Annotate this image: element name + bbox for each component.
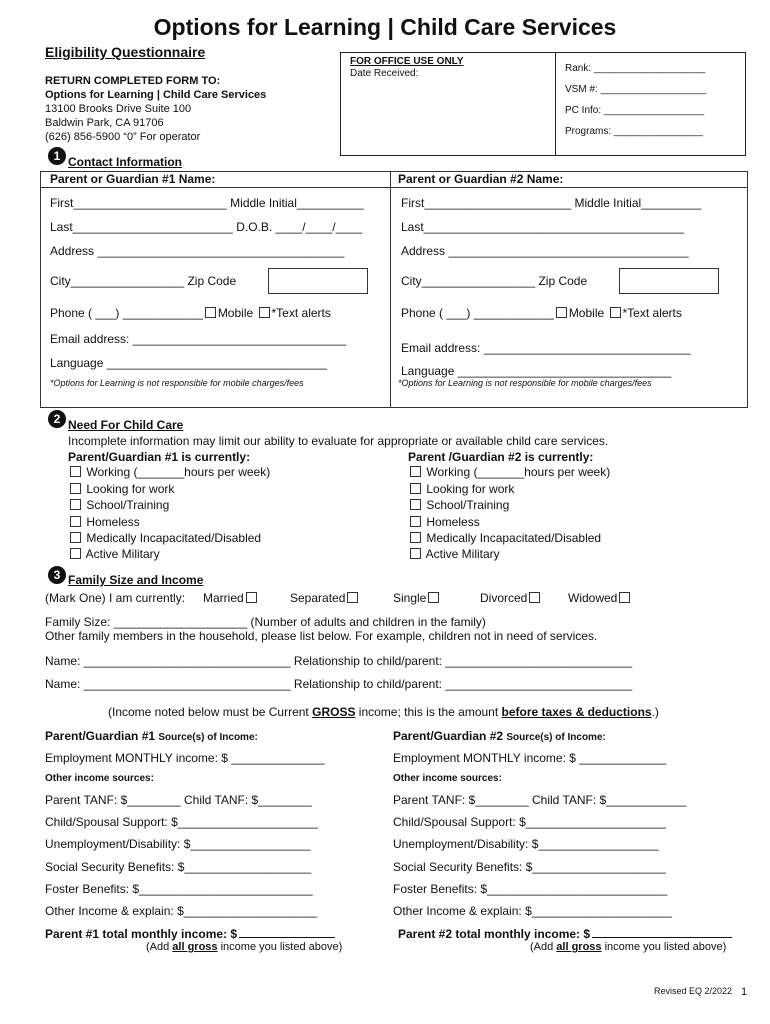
option-label: Homeless <box>426 515 480 529</box>
section-3-title: Family Size and Income <box>68 573 204 587</box>
header-text: Source(s) of Income: <box>506 732 606 743</box>
note-text: (Add <box>146 941 173 953</box>
p1-unemployment-field[interactable]: Unemployment/Disability: $__________________ <box>45 837 311 851</box>
checkbox[interactable] <box>410 532 421 543</box>
p2-status-option[interactable] <box>408 498 509 512</box>
p1-status-header: Parent/Guardian #1 is currently: <box>68 450 251 464</box>
section-2-number: 2 <box>48 410 66 428</box>
p2-other-sources-label: Other income sources: <box>393 773 502 784</box>
option-label: School/Training <box>86 498 170 512</box>
p2-unemployment-field[interactable]: Unemployment/Disability: $__________________ <box>393 837 659 851</box>
p1-tanf-field[interactable]: Parent TANF: $________ Child TANF: $________ <box>45 793 312 807</box>
p2-foster-field[interactable]: Foster Benefits: $___________________________ <box>393 882 668 896</box>
income-note <box>108 705 659 719</box>
option-label: Looking for work <box>426 482 515 496</box>
checkbox[interactable] <box>410 548 421 559</box>
status-label: Widowed <box>568 591 618 605</box>
option-label: Medically Incapacitated/Disabled <box>86 531 262 545</box>
section-1-number: 1 <box>48 147 66 165</box>
option-label: Working (_______hours per week) <box>426 465 611 479</box>
p1-other-sources-label: Other income sources: <box>45 773 154 784</box>
other-members-note: Other family members in the household, please list below. For example, children not in need of services. <box>45 629 598 643</box>
p2-last-field[interactable]: Last_______________________________________ <box>401 220 684 234</box>
family-size-field[interactable]: Family Size: ____________________ (Number of adults and children in the family) <box>45 615 486 629</box>
p1-foster-field[interactable]: Foster Benefits: $__________________________ <box>45 882 313 896</box>
total-label: Parent #1 total monthly income: $ <box>45 927 238 941</box>
p2-mobile-label: Mobile <box>568 306 605 320</box>
p1-mobile-checkbox[interactable] <box>205 307 216 318</box>
status-widowed[interactable] <box>568 591 632 605</box>
checkbox[interactable] <box>410 466 421 477</box>
p2-mobile-checkbox[interactable] <box>556 307 567 318</box>
p1-mobile-label: Mobile <box>217 306 254 320</box>
checkbox[interactable] <box>70 499 81 510</box>
checkbox[interactable] <box>619 592 630 603</box>
income-note-gross: GROSS <box>312 705 356 719</box>
page-title: Options for Learning | Child Care Services <box>153 14 617 40</box>
checkbox[interactable] <box>428 592 439 603</box>
option-label: School/Training <box>426 498 510 512</box>
section-1-title: Contact Information <box>68 155 182 169</box>
return-address-1: 13100 Brooks Drive Suite 100 <box>45 103 192 115</box>
p2-ssb-field[interactable]: Social Security Benefits: $____________________ <box>393 860 666 874</box>
header-text: Parent/Guardian #2 <box>393 729 507 743</box>
mark-one-label: (Mark One) I am currently: <box>45 591 186 605</box>
p2-address-field[interactable]: Address ____________________________________ <box>401 244 689 258</box>
checkbox[interactable] <box>410 499 421 510</box>
pc-info-field[interactable]: PC Info: __________________ <box>565 105 705 116</box>
total-blank[interactable] <box>592 937 732 938</box>
income-note-text: (Income noted below must be Current <box>108 705 313 719</box>
p1-employment-income[interactable]: Employment MONTHLY income: $ ______________ <box>45 751 325 765</box>
p2-income-header <box>393 729 606 743</box>
p1-mobile-note: *Options for Learning is not responsible for mobile charges/fees <box>50 378 304 388</box>
note-text: income you listed above) <box>601 941 727 953</box>
p1-status-option[interactable] <box>68 482 174 496</box>
office-use-box <box>340 52 556 156</box>
p2-email-field[interactable]: Email address: _______________________________ <box>401 341 691 355</box>
return-org: Options for Learning | Child Care Services <box>45 89 267 101</box>
p2-language-field[interactable]: Language ________________________________ <box>401 364 672 378</box>
member-name-row[interactable]: Name: _______________________________ Relationship to child/parent: ____________________________ <box>45 654 633 668</box>
income-note-text: .) <box>651 705 659 719</box>
checkbox[interactable] <box>70 532 81 543</box>
p2-status-option[interactable] <box>408 515 480 529</box>
p2-name-header: Parent or Guardian #2 Name: <box>398 172 564 186</box>
contact-header-line <box>40 187 748 188</box>
p1-income-header <box>45 729 258 743</box>
status-label: Single <box>393 591 427 605</box>
p2-employment-income[interactable]: Employment MONTHLY income: $ _____________ <box>393 751 667 765</box>
p2-first-field[interactable]: First______________________ Middle Initial_________ <box>401 196 702 210</box>
p2-status-option[interactable] <box>408 482 514 496</box>
option-label: Looking for work <box>86 482 175 496</box>
p1-language-field[interactable]: Language _________________________________ <box>50 356 327 370</box>
p2-total-income-field[interactable] <box>398 927 732 941</box>
p1-child-support-field[interactable]: Child/Spousal Support: $_____________________ <box>45 815 318 829</box>
p1-status-option[interactable] <box>68 515 140 529</box>
p2-status-header: Parent /Guardian #2 is currently: <box>408 450 594 464</box>
p2-phone-row <box>401 306 682 320</box>
p2-status-option[interactable] <box>408 465 610 479</box>
status-label: Separated <box>290 591 346 605</box>
p1-total-income-field[interactable] <box>45 927 335 941</box>
checkbox[interactable] <box>246 592 257 603</box>
p2-other-income-field[interactable]: Other Income & explain: $_____________________ <box>393 904 672 918</box>
p1-last-field[interactable]: Last________________________ D.O.B. ____/____/____ <box>50 220 363 234</box>
header-text: Parent/Guardian #1 <box>45 729 159 743</box>
p2-phone-field[interactable]: Phone ( ___) ____________ <box>401 306 554 320</box>
checkbox[interactable] <box>410 516 421 527</box>
status-separated[interactable] <box>290 591 360 605</box>
checkbox[interactable] <box>70 466 81 477</box>
p2-status-option[interactable] <box>408 547 500 561</box>
p1-name-header: Parent or Guardian #1 Name: <box>50 172 216 186</box>
p1-status-option[interactable] <box>68 547 160 561</box>
p1-ssb-field[interactable]: Social Security Benefits: $___________________ <box>45 860 312 874</box>
p2-child-support-field[interactable]: Child/Spousal Support: $_____________________ <box>393 815 666 829</box>
status-single[interactable] <box>393 591 441 605</box>
p2-alerts-checkbox[interactable] <box>610 307 621 318</box>
p2-tanf-field[interactable]: Parent TANF: $________ Child TANF: $____________ <box>393 793 687 807</box>
section-2-title: Need For Child Care <box>68 418 184 432</box>
contact-divider <box>390 171 391 408</box>
option-label: Active Military <box>425 547 500 561</box>
p1-status-option[interactable] <box>68 498 169 512</box>
p2-status-option[interactable] <box>408 531 601 545</box>
checkbox[interactable] <box>347 592 358 603</box>
checkbox[interactable] <box>70 548 81 559</box>
section-3-number: 3 <box>48 566 66 584</box>
vsm-field[interactable]: VSM #: ___________________ <box>565 84 707 95</box>
status-divorced[interactable] <box>480 591 542 605</box>
office-info-box <box>556 52 746 156</box>
option-label: Medically Incapacitated/Disabled <box>426 531 602 545</box>
p1-zip-box[interactable] <box>268 268 368 294</box>
p1-total-note <box>146 941 342 953</box>
date-received-label[interactable]: Date Received: <box>350 68 419 79</box>
checkbox[interactable] <box>410 483 421 494</box>
p1-status-option[interactable] <box>68 465 270 479</box>
p1-other-income-field[interactable]: Other Income & explain: $____________________ <box>45 904 318 918</box>
p2-alerts-label: *Text alerts <box>622 306 682 320</box>
option-label: Active Military <box>85 547 160 561</box>
income-note-before-taxes: before taxes & deductions <box>501 705 652 719</box>
programs-field[interactable]: Programs: ________________ <box>565 126 703 137</box>
p2-total-note <box>530 941 726 953</box>
revision-label: Revised EQ 2/2022 <box>654 986 733 996</box>
status-label: Divorced <box>480 591 528 605</box>
total-label: Parent #2 total monthly income: $ <box>398 927 591 941</box>
total-blank[interactable] <box>239 937 335 938</box>
p1-alerts-label: *Text alerts <box>271 306 331 320</box>
member-name-row[interactable]: Name: _______________________________ Relationship to child/parent: ____________________________ <box>45 677 633 691</box>
office-use-title: FOR OFFICE USE ONLY <box>350 56 464 67</box>
status-label: Married <box>203 591 244 605</box>
p1-address-field[interactable]: Address _____________________________________ <box>50 244 345 258</box>
note-text: (Add <box>530 941 557 953</box>
section-2-intro: Incomplete information may limit our ability to evaluate for appropriate or available child care services. <box>68 434 609 448</box>
option-label: Working (_______hours per week) <box>86 465 271 479</box>
p1-phone-field[interactable]: Phone ( ___) ____________ <box>50 306 203 320</box>
note-text: income you listed above) <box>217 941 343 953</box>
p2-zip-box[interactable] <box>619 268 719 294</box>
p2-mobile-note: *Options for Learning is not responsible for mobile charges/fees <box>398 378 652 388</box>
p1-email-field[interactable]: Email address: ________________________________ <box>50 332 347 346</box>
form-subtitle: Eligibility Questionnaire <box>45 44 206 60</box>
status-married[interactable] <box>203 591 259 605</box>
checkbox[interactable] <box>70 516 81 527</box>
return-phone: (626) 856-5900 “0” For operator <box>45 131 201 143</box>
note-gross: all gross <box>556 941 602 953</box>
income-note-text: income; this is the amount <box>355 705 502 719</box>
return-address-2: Baldwin Park, CA 91706 <box>45 117 164 129</box>
checkbox[interactable] <box>529 592 540 603</box>
p1-city-field[interactable]: City_________________ Zip Code <box>50 274 237 288</box>
note-gross: all gross <box>172 941 218 953</box>
rank-field[interactable]: Rank: ____________________ <box>565 63 706 74</box>
checkbox[interactable] <box>70 483 81 494</box>
return-label: RETURN COMPLETED FORM TO: <box>45 75 221 87</box>
p1-first-field[interactable]: First_______________________ Middle Initial__________ <box>50 196 364 210</box>
p2-city-field[interactable]: City_________________ Zip Code <box>401 274 588 288</box>
page-number: 1 <box>741 986 748 998</box>
p1-phone-row <box>50 306 331 320</box>
p1-status-option[interactable] <box>68 531 261 545</box>
p1-alerts-checkbox[interactable] <box>259 307 270 318</box>
option-label: Homeless <box>86 515 140 529</box>
header-text: Source(s) of Income: <box>158 732 258 743</box>
